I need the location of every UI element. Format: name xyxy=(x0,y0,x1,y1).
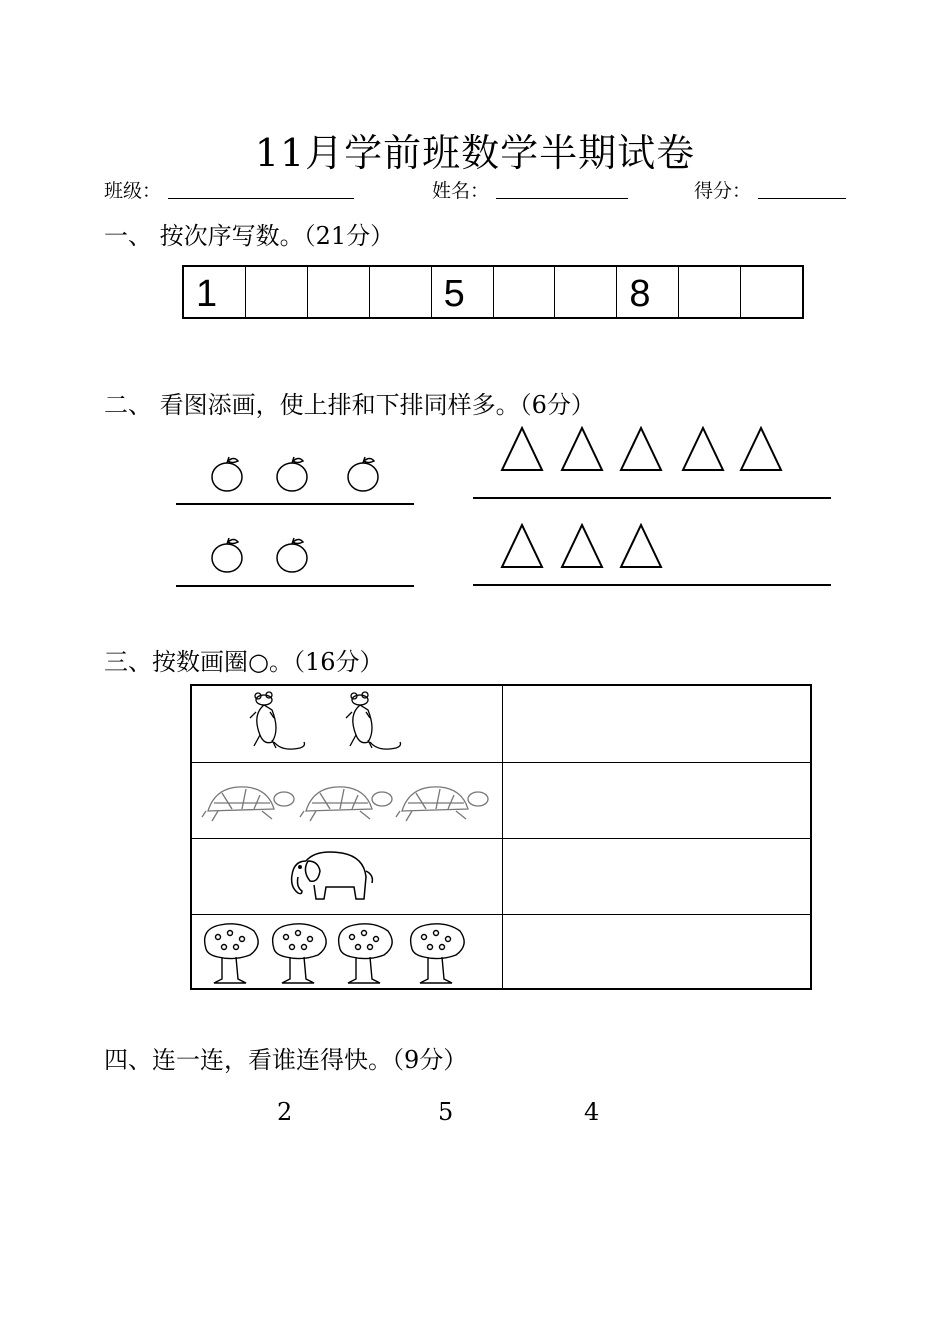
apple-row-top xyxy=(200,452,400,494)
number-cell[interactable] xyxy=(307,267,369,317)
triangle-icon xyxy=(683,428,723,470)
score-label: 得分： xyxy=(694,180,752,202)
answer-cell[interactable] xyxy=(504,839,810,915)
number-cell[interactable] xyxy=(678,267,740,317)
section3-heading: 三、按数画圈○。（16分） xyxy=(104,648,384,676)
turtle-group xyxy=(200,779,495,825)
page-title: 11月学前班数学半期试卷 xyxy=(254,131,696,175)
answer-line[interactable] xyxy=(176,585,414,587)
triangle-icon xyxy=(741,428,781,470)
triangle-icon xyxy=(621,428,661,470)
section2-heading: 二、 看图添画，使上排和下排同样多。（6分） xyxy=(104,391,595,419)
apple-icon xyxy=(277,457,307,491)
triangle-icon xyxy=(621,525,661,567)
section4-heading: 四、连一连，看谁连得快。（9分） xyxy=(104,1046,468,1074)
elephant-icon xyxy=(286,847,376,907)
tree-icon xyxy=(205,924,259,983)
number-cell[interactable] xyxy=(369,267,431,317)
number-cell[interactable] xyxy=(493,267,555,317)
section1-heading: 一、 按次序写数。（21分） xyxy=(104,222,395,250)
triangle-icon xyxy=(562,428,602,470)
apple-icon xyxy=(348,457,378,491)
tree-icon xyxy=(411,924,465,983)
answer-cell[interactable] xyxy=(504,686,810,762)
apple-row-bottom xyxy=(200,533,400,575)
tree-icon xyxy=(339,924,393,983)
answer-cell[interactable] xyxy=(504,763,810,839)
number-cell[interactable]: 1 xyxy=(196,273,218,315)
triangle-icon xyxy=(562,525,602,567)
answer-line[interactable] xyxy=(473,584,831,586)
score-field[interactable] xyxy=(758,198,846,199)
number-cell[interactable] xyxy=(554,267,616,317)
table-row xyxy=(192,686,810,762)
count-circle-table xyxy=(190,684,812,990)
apple-icon xyxy=(212,457,242,491)
divider-line xyxy=(176,503,414,505)
turtle-icon xyxy=(396,787,488,821)
name-field[interactable] xyxy=(496,198,628,199)
triangle-row-bottom xyxy=(500,523,790,569)
mouse-icon xyxy=(250,692,305,749)
mouse-group xyxy=(232,690,422,760)
triangle-row-top xyxy=(500,426,790,472)
apple-icon xyxy=(212,538,242,572)
triangle-icon xyxy=(502,525,542,567)
table-row xyxy=(192,838,810,915)
number-cell[interactable]: 8 xyxy=(616,267,678,317)
tree-group xyxy=(198,921,498,987)
tree-icon xyxy=(273,924,327,983)
turtle-icon xyxy=(300,787,392,821)
match-number[interactable]: 5 xyxy=(438,1098,454,1126)
class-label: 班级： xyxy=(104,180,162,202)
number-sequence-box xyxy=(182,265,804,319)
table-row xyxy=(192,762,810,839)
match-number[interactable]: 4 xyxy=(584,1098,600,1126)
triangle-icon xyxy=(502,428,542,470)
class-field[interactable] xyxy=(168,198,354,199)
number-cell[interactable] xyxy=(245,267,307,317)
table-row xyxy=(192,914,810,991)
match-number[interactable]: 2 xyxy=(277,1098,293,1126)
answer-cell[interactable] xyxy=(504,915,810,991)
apple-icon xyxy=(277,538,307,572)
number-cell[interactable]: 5 xyxy=(431,267,493,317)
number-cell[interactable] xyxy=(740,267,802,317)
name-label: 姓名： xyxy=(432,180,490,202)
divider-line xyxy=(473,497,831,499)
mouse-icon xyxy=(346,692,401,749)
turtle-icon xyxy=(202,787,294,821)
